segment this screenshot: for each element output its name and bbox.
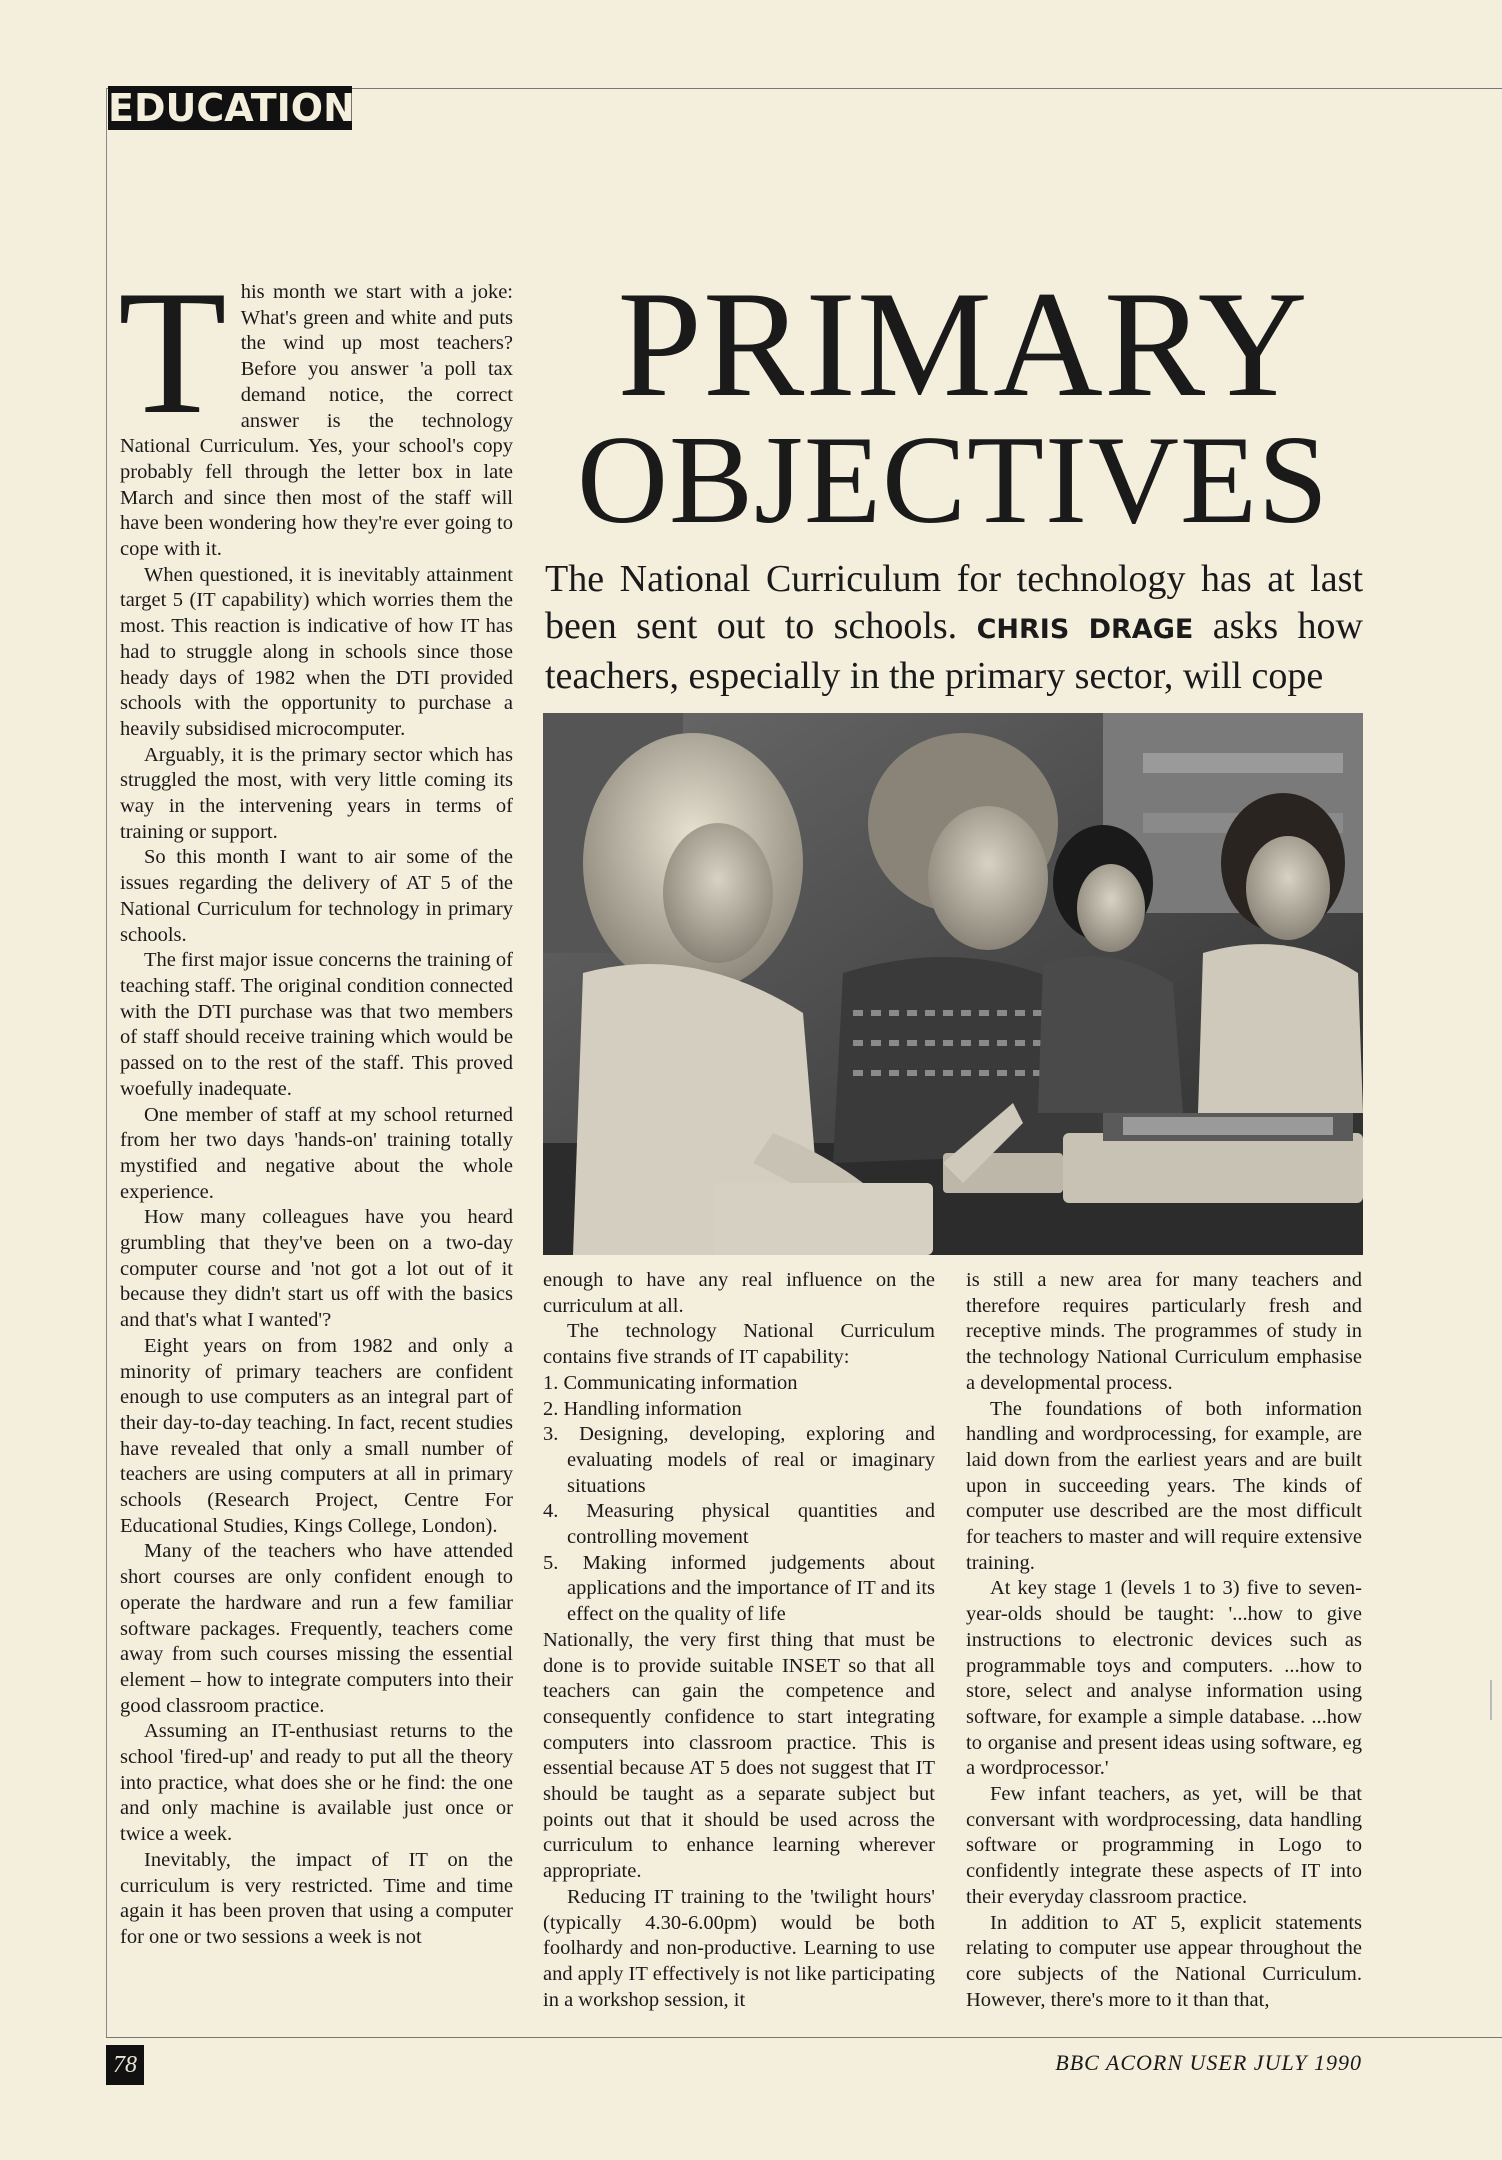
paragraph: Nationally, the very first thing that must be done is to provide suitable INSET so that all teachers can gain the competence and consequently confidence to start integrating computers into classroom practice. This is essential because AT 5 does not suggest that IT should be taught as a separate subject but points out that it should be used across the curriculum to enhance learning wherever appropriate. bbox=[543, 1628, 935, 1883]
edge-mark bbox=[1490, 1680, 1492, 1720]
paragraph: his month we start with a joke: What's green and white and puts the wind up most teachers? Before you answer 'a poll tax demand notice, the correct answer is the technology National Curriculum. Yes, your school's copy probably fell through the letter box in late March and since then most of the staff will have been wondering how they're ever going to cope with it. bbox=[120, 281, 513, 561]
paragraph: is still a new area for many teachers and therefore requires particularly fresh and receptive minds. The programmes of study in the technology National Curriculum emphasise a developmental process. bbox=[966, 1269, 1362, 1394]
list-item: 1. Communicating information bbox=[543, 1371, 798, 1394]
standfirst-text-end: asks how teachers, especially in the primary sector, will cope bbox=[545, 605, 1363, 697]
paragraph: Few infant teachers, as yet, will be that conversant with wordprocessing, data handling software or programming in Logo to confidently integrate these aspects of IT into their everyday classroom practice. bbox=[966, 1783, 1362, 1908]
article-column-2 bbox=[543, 1268, 935, 2013]
paragraph: At key stage 1 (levels 1 to 3) five to seven-year-olds should be taught: '...how to give instructions to electronic devices such as programmable toys and computers. ...how to store, select and analyse information using software, for example a simple database. ...how to organise and present ideas using software, eg a wordprocessor.' bbox=[966, 1577, 1362, 1780]
headline-line-2: OBJECTIVES bbox=[576, 411, 1330, 550]
left-rule bbox=[106, 88, 107, 2038]
page-number: 78 bbox=[106, 2045, 144, 2085]
bottom-rule bbox=[106, 2037, 1502, 2038]
author-byline: CHRIS DRAGE bbox=[976, 614, 1194, 645]
paragraph: So this month I want to air some of the issues regarding the delivery of AT 5 of the National Curriculum for technology in primary schools. bbox=[120, 846, 513, 946]
standfirst-text: The National Curriculum for technology has at last been sent out to schools. bbox=[545, 558, 1363, 647]
list-item: 5. Making informed judgements about applications and the importance of IT and its effect on the quality of life bbox=[543, 1551, 935, 1626]
paragraph: The technology National Curriculum contains five strands of IT capability: bbox=[543, 1320, 935, 1369]
paragraph: In addition to AT 5, explicit statements relating to computer use appear throughout the core subjects of the National Curriculum. However, there's more to it than that, bbox=[966, 1911, 1362, 2011]
paragraph: When questioned, it is inevitably attainment target 5 (IT capability) which worries them the most. This reaction is indicative of how IT has had to struggle along in schools since those heady days of 1982 when the DTI provided schools with the opportunity to purchase a heavily subsidised microcomputer. bbox=[120, 563, 513, 740]
standfirst bbox=[545, 556, 1363, 700]
classroom-photo bbox=[543, 713, 1363, 1255]
paragraph: Many of the teachers who have attended short courses are only confident enough to operate the hardware and run a few familiar software packages. Frequently, teachers come away from such courses missing the essential element – how to integrate computers into their good classroom practice. bbox=[120, 1540, 513, 1717]
paragraph: The first major issue concerns the training of teaching staff. The original condition connected with the DTI purchase was that two members of staff should receive training which would be passed on to the rest of the staff. This proved woefully inadequate. bbox=[120, 949, 513, 1100]
paragraph: One member of staff at my school returned from her two days 'hands-on' training totally mystified and negative about the whole experience. bbox=[120, 1103, 513, 1203]
paragraph: Eight years on from 1982 and only a minority of primary teachers are confident enough to use computers as an integral part of their day-to-day teaching. In fact, recent studies have revealed that only a small number of teachers are using computers at all in primary schools (Research Project, Centre For Educational Studies, Kings College, London). bbox=[120, 1334, 513, 1537]
list-item: 3. Designing, developing, exploring and evaluating models of real or imaginary situations bbox=[543, 1423, 935, 1497]
it-strands-list bbox=[543, 1371, 935, 1628]
paragraph: The foundations of both information handling and wordprocessing, for example, are laid down from the earliest years and are built upon in succeeding years. The kinds of computer use described are the most difficult for teachers to master and will require extensive training. bbox=[966, 1397, 1362, 1574]
article-column-3 bbox=[966, 1268, 1362, 2013]
paragraph: Reducing IT training to the 'twilight hours' (typically 4.30-6.00pm) would be both foolhardy and non-productive. Learning to use and apply IT effectively is not like participating in a workshop session, it bbox=[543, 1885, 935, 2011]
article-column-1 bbox=[118, 253, 513, 1951]
list-item: 2. Handling information bbox=[543, 1397, 742, 1420]
children-at-computers-image bbox=[543, 713, 1363, 1255]
paragraph: Inevitably, the impact of IT on the curriculum is very restricted. Time and time again it has been proven that using a computer for one or two sessions a week is not bbox=[120, 1848, 513, 1948]
list-item: 4. Measuring physical quantities and controlling movement bbox=[543, 1500, 935, 1549]
paragraph: How many colleagues have you heard grumbling that they've been on a two-day computer course and 'not got a lot out of it because they didn't start us off with the basics and that's what I wanted'? bbox=[120, 1206, 513, 1332]
publication-footer: BBC ACORN USER JULY 1990 bbox=[1055, 2050, 1362, 2075]
drop-cap: T bbox=[118, 253, 227, 451]
section-label: EDUCATION bbox=[108, 86, 355, 130]
paragraph: Arguably, it is the primary sector which has struggled the most, with very little coming its way in the intervening years in terms of training or support. bbox=[120, 743, 513, 843]
paragraph: Assuming an IT-enthusiast returns to the school 'fired-up' and ready to put all the theory into practice, what does she or he find: the one and only machine is available just once or twice a week. bbox=[120, 1720, 513, 1846]
paragraph: enough to have any real influence on the curriculum at all. bbox=[543, 1269, 935, 1317]
headline-line-1: PRIMARY bbox=[617, 260, 1309, 428]
